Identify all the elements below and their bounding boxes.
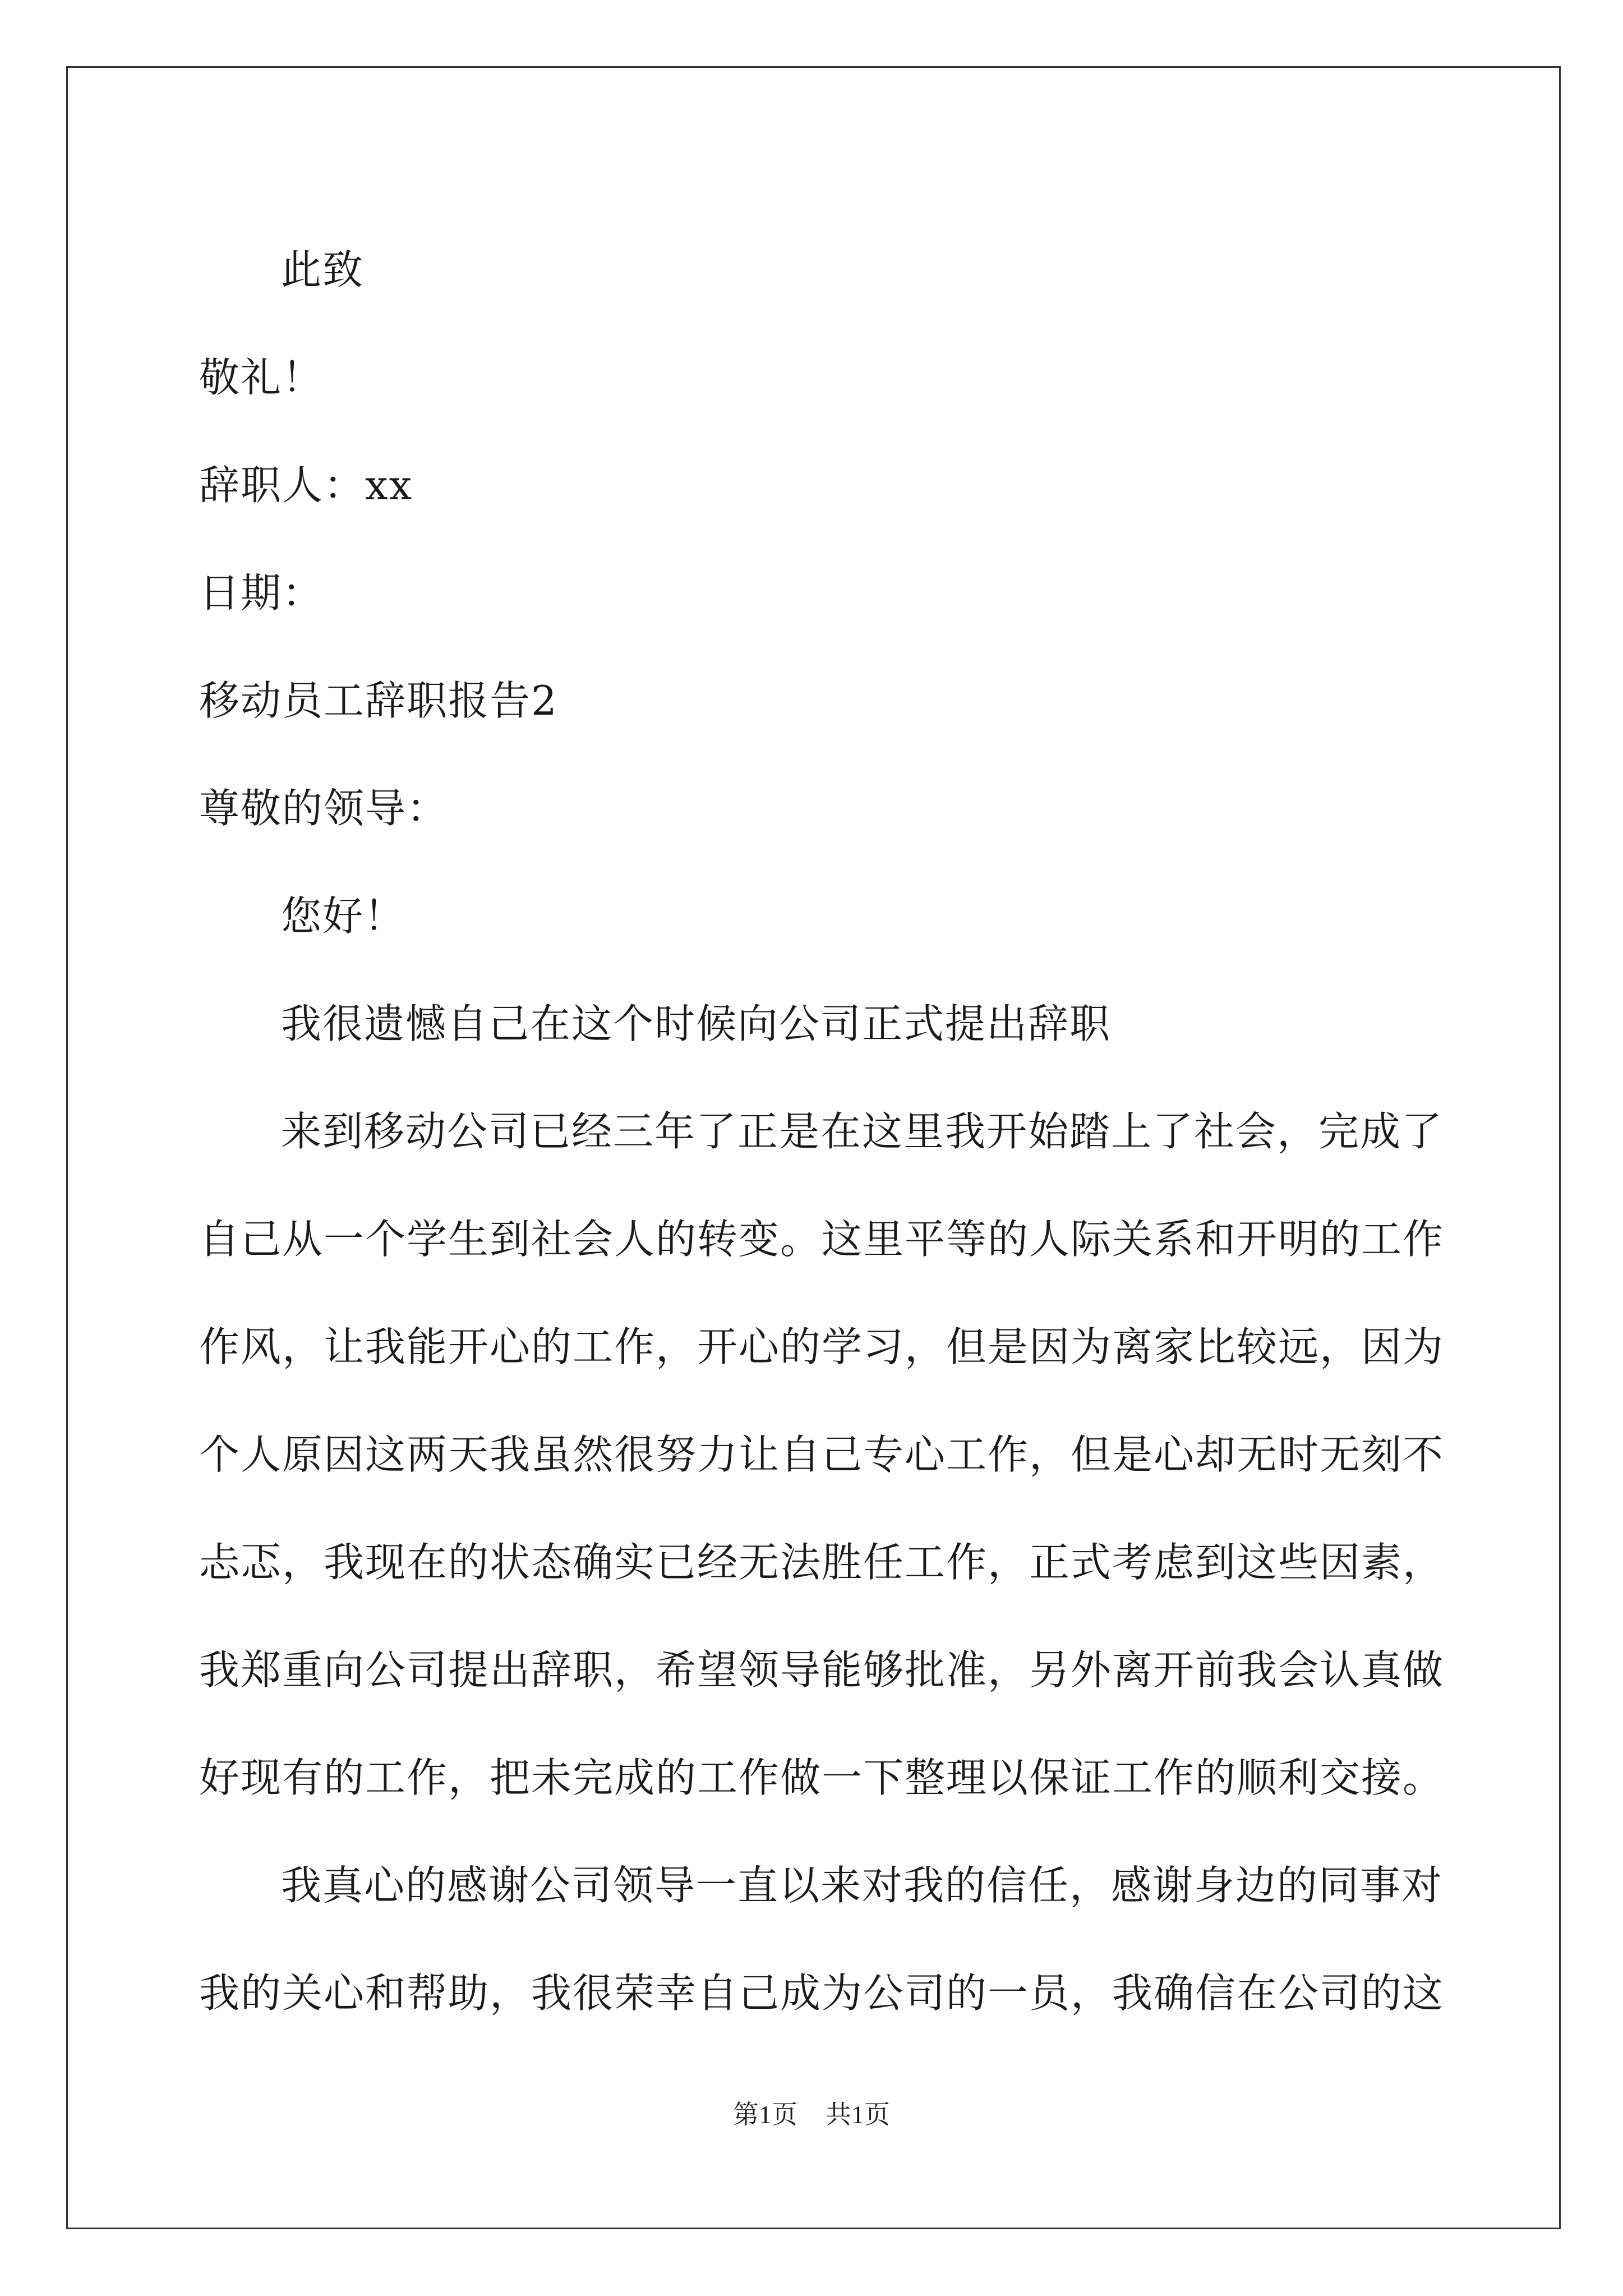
hello-line: 您好！ [281, 892, 406, 940]
document-title: 移动员工辞职报告2 [199, 677, 558, 724]
paragraph-2-line: 自己从一个学生到社会人的转变。这里平等的人际关系和开明的工作 [199, 1216, 1445, 1263]
paragraph-3-line: 我真心的感谢公司领导一直以来对我的信任，感谢身边的同事对 [281, 1862, 1444, 1909]
paragraph-3-line: 我的关心和帮助，我很荣幸自己成为公司的一员，我确信在公司的这 [199, 1970, 1445, 2017]
paragraph-2-line: 个人原因这两天我虽然很努力让自己专心工作，但是心却无时无刻不 [199, 1431, 1445, 1478]
page-footer [0, 2098, 1623, 2132]
signer-line: 辞职人：xx [199, 462, 413, 509]
paragraph-2 [199, 1078, 1445, 1832]
paragraph-2-line: 来到移动公司已经三年了正是在这里我开始踏上了社会，完成了 [281, 1108, 1444, 1155]
paragraph-3 [199, 1832, 1445, 2047]
document-body [199, 216, 1445, 2047]
date-line: 日期： [199, 569, 324, 616]
salute-line: 敬礼！ [199, 354, 324, 401]
page-number-current: 第1页 [733, 2100, 797, 2129]
paragraph-2-line: 好现有的工作，把未完成的工作做一下整理以保证工作的顺利交接。 [199, 1754, 1445, 1801]
closing-line: 此致 [281, 246, 365, 293]
paragraph-2-line: 我郑重向公司提出辞职，希望领导能够批准，另外离开前我会认真做 [199, 1646, 1445, 1694]
paragraph-1: 我很遗憾自己在这个时候向公司正式提出辞职 [281, 1000, 1112, 1047]
greeting-line: 尊敬的领导： [199, 785, 449, 832]
paragraph-2-line: 作风，让我能开心的工作，开心的学习，但是因为离家比较远，因为 [199, 1323, 1445, 1370]
paragraph-2-line: 忐忑，我现在的状态确实已经无法胜任工作，正式考虑到这些因素， [199, 1539, 1445, 1586]
page-number-total: 共1页 [826, 2100, 890, 2129]
